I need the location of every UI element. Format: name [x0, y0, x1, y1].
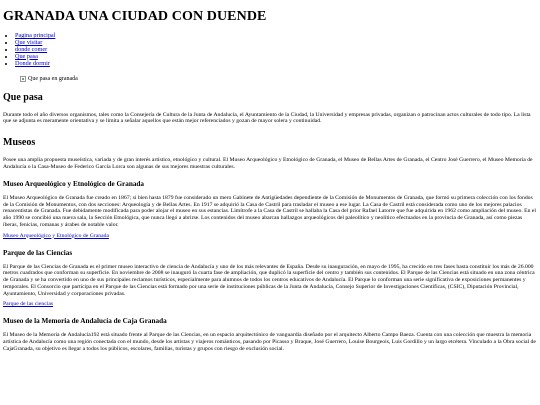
nav-item-donde-dormir: [15, 61, 537, 68]
museos-intro: Posee una amplia propuesta museística, variada y de gran interés artístico, etnológico y cultural. El Museo Arqueológico y Etnológico de Granada, el Museo de Bellas Artes de Granada, el Centro José Guerrero, el Museo Memoria de Andalucía o la Casa-Museo de Federico García Lorca son algunas de sus mejores muestras culturales.: [3, 157, 533, 170]
hero-image: [20, 76, 537, 82]
hero-image-alt: Que pasa en granada: [28, 75, 78, 82]
broken-image-icon: [20, 76, 26, 82]
section-title-museo-memoria: Museo de la Memoria de Andalucía de Caja Granada: [3, 317, 167, 326]
nav-item-que-visitar: [15, 40, 537, 47]
nav-link-que-pasa[interactable]: Que pasa: [15, 52, 38, 60]
nav-link-donde-comer[interactable]: donde comer: [15, 45, 48, 53]
section-link-wrapper: [3, 233, 537, 240]
section-title-parque-ciencias: Parque de las Ciencias: [3, 248, 73, 257]
museos-heading: Museos: [3, 137, 36, 149]
section-text-parque-ciencias: El Parque de las Ciencias de Granada es el primer museo interactivo de ciencia de Andalucía y uno de los más relevantes de España. Desde su inauguración, en mayo de 1995, ha crecido en tres fases hasta constituir los más de 26.000 metros cuadrados que conforman su superficie. En noviembre de 2008 se inauguró la cuarta fase de ampliación, que duplicó la superficie del centro y también sus contenidos. El Parque de las Ciencias está situado en una zona céntrica de Granada y se ha convertido en uno de sus principales reclamos turísticos, especialmente para alumnos de todos los centros educativos de Andalucía. El Parque lo conforman una serie significativa de exposiciones permanentes y temporales. El Consorcio que participa en el Parque de las Ciencias está formado por una serie de instituciones públicas de la Junta de Andalucía, Consejo Superior de Investigaciones Científicas, (CSIC), Diputación Provincial, Ayuntamiento, Universidad y corporaciones privadas.: [3, 263, 535, 297]
nav-link-que-visitar[interactable]: Que visitar: [15, 38, 43, 46]
section-title-museo-arqueologico: Museo Arqueológico y Etnológico de Granada: [3, 179, 145, 188]
nav-item-pagina-principal: [15, 33, 537, 40]
que-pasa-heading: Que pasa: [3, 91, 43, 103]
nav-link-pagina-principal[interactable]: Pagina principal: [15, 32, 56, 39]
que-pasa-text: Durante todo el año diversos organismos, tales como la Consejería de Cultura de la Junta de Andalucía, el Ayuntamiento de la Ciudad, la Universidad y empresas privadas, organizan o patrocinan actos culturales de todo tipo. La lista que se adjunta es meramente orientativa y se limita a señalar aquellos que están mejor referenciados y gozan de mayor solera y continuidad.: [3, 111, 531, 125]
main-nav: [3, 33, 537, 68]
section-link-museo-arqueologico[interactable]: Museo Arqueológico y Etnológico de Granada: [3, 232, 109, 239]
section-text-museo-arqueologico: El Museo Arqueológico de Granada fue creado en 1867; si bien hasta 1879 fue considerado un mero Gabinete de Antigüedades dependiente de la Comisión de Monumentos de Granada, que formó su primera colección con los fondos de la Comisión de Monumentos, con dos secciones: Arqueología y de Bellas Artes. En 1917 se adquirió la Casa de Castril para trasladar el museo a ese lugar. La Casa de Castril está considerada como uno de los mejores palacios renacentistas de Granada. Fue debidamente modificada para poder alojar el museo en sus estancias. Limítrofe a la Casa de Castril se hallaba la Casa del prior Rafael Latorre que fue adquirida en 1962 como ampliación del museo. En el año 1990 se concibió una nueva sala, la Sección Etnológica, que nunca llegó a abrirse. Los contenidos del museo abarcan hallazgos arqueológicos del paleolítico y neolítico efectuados en la provincia de Granada, así como piezas íberas, fenicias, romanas y árabes de notable valor.: [3, 194, 537, 228]
nav-link-donde-dormir[interactable]: Donde dormir: [15, 59, 50, 67]
section-link-wrapper: [3, 301, 537, 308]
section-link-parque-ciencias[interactable]: Parque de las ciencias: [3, 301, 54, 308]
nav-item-donde-comer: [15, 47, 537, 54]
page-title: GRANADA UNA CIUDAD CON DUENDE: [3, 9, 267, 24]
section-text-museo-memoria: El Museo de la Memoria de Andalucía192 está situado frente al Parque de las Ciencias, en un espacio arquitectónico de vanguardia diseñado por el arquitecto Alberto Campo Baeza. Cuenta con una colección que muestra la memoria artística de Andalucía como una región conectada con el mundo, desde los artistas y viajeros románticos, pasando por Picasso y Braque, José Guerrero, Louise Bourgeois, Luis Gordillo y un largo etcétera. Vinculado a la Obra social de CajaGranada, su objetivo es llegar a todos los públicos, escolares, familias, turistas y grupos con riesgo de exclusión social.: [3, 332, 536, 352]
nav-item-que-pasa: [15, 54, 537, 61]
